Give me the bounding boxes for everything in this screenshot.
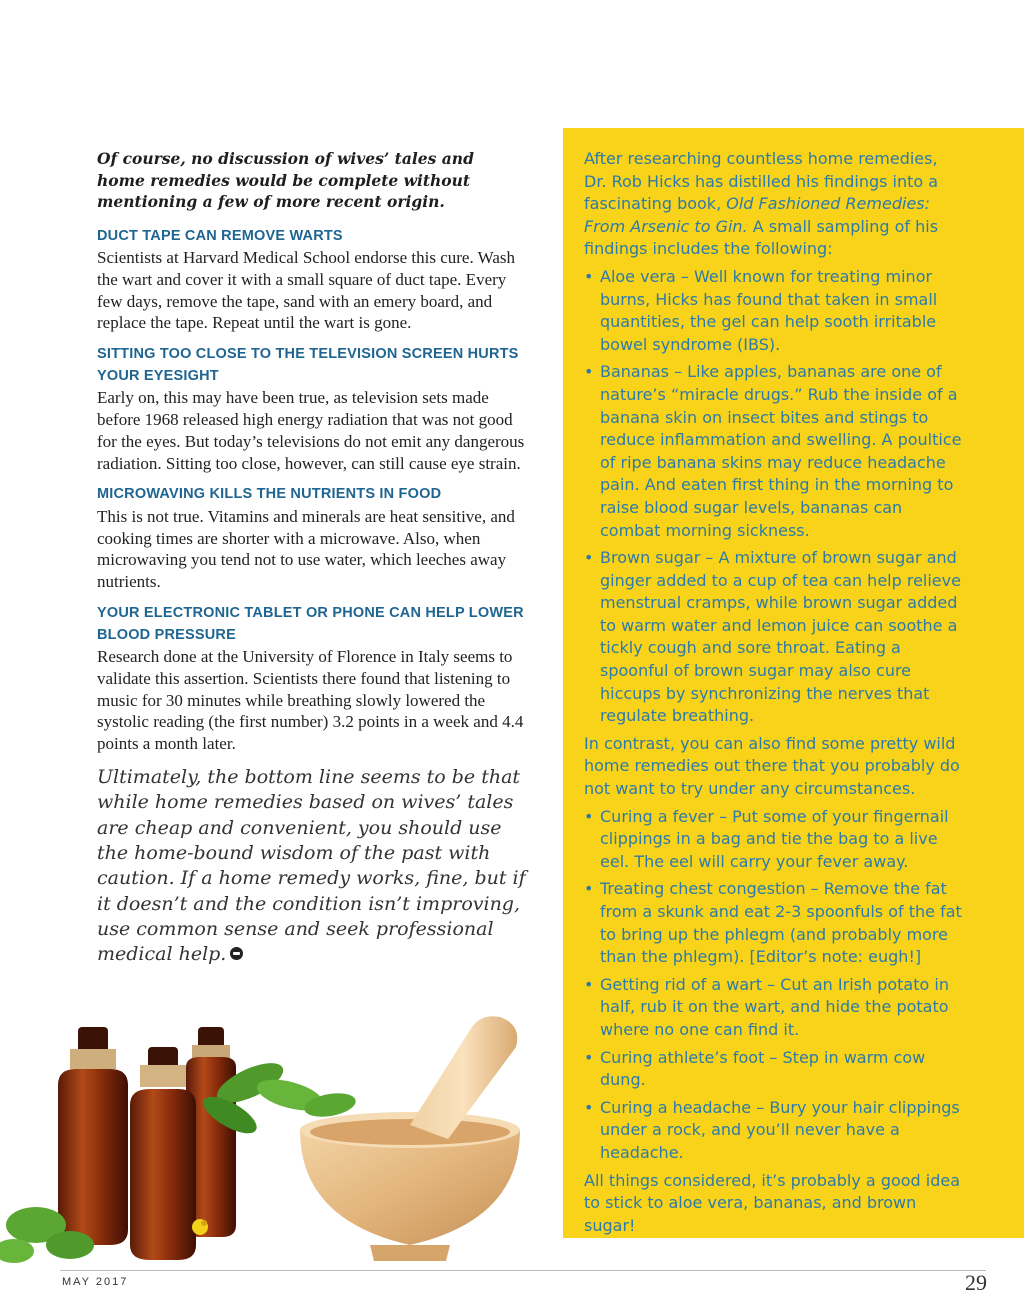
intro-paragraph: Of course, no discussion of wives’ tales and home remedies would be complete without mentioning a few of more recent origin. bbox=[97, 149, 474, 211]
bullet-icon: • bbox=[584, 1047, 594, 1067]
section-body-microwave: This is not true. Vitamins and minerals are heat sensitive, and cooking times are shorter with a microwave. Also, when microwaving you tend not to use water, which leeches away nutrients. bbox=[97, 506, 515, 592]
bullet-icon: • bbox=[584, 266, 594, 286]
list-item-text: Treating chest congestion – Remove the fat from a skunk and eat 2-3 spoonfuls of the fat to bring up the phlegm (and probably more than the phlegm). [Editor’s note: eugh!] bbox=[600, 879, 962, 967]
main-article-column bbox=[97, 148, 527, 967]
sidebar-intro-before: After researching countless home remedies, Dr. Rob Hicks has distilled his findings into a fascinating book, bbox=[584, 149, 939, 214]
closing-paragraph bbox=[97, 765, 527, 967]
list-item-text: Curing a headache – Bury your hair clippings under a rock, and you’ll never have a headache. bbox=[600, 1097, 960, 1162]
section-heading-microwave: MICROWAVING KILLS THE NUTRIENTS IN FOOD bbox=[97, 486, 442, 503]
list-item-text: Aloe vera – Well known for treating minor burns, Hicks has found that taken in small quantities, the gel can help sooth irritable bowel syndrome (IBS). bbox=[600, 266, 938, 354]
section-heading-tablet: YOUR ELECTRONIC TABLET OR PHONE CAN HELP LOWER BLOOD PRESSURE bbox=[97, 605, 524, 643]
book-title: Old Fashioned Remedies: From Arsenic to Gin. bbox=[584, 194, 931, 236]
list-item-text: Brown sugar – A mixture of brown sugar and ginger added to a cup of tea can help relieve menstrual cramps, while brown sugar added to warm water and lemon juice can soothe a tickly cough and sore throat. Eating a spoonful of brown sugar may also cure hiccups by synchronizing the nerves that regulate breathing. bbox=[600, 548, 961, 726]
section-body-duct-tape: Scientists at Harvard Medical School endorse this cure. Wash the wart and cover it with a small square of duct tape. Every few days, remove the tape, sand with an emery board, and replace the tape. Repeat until the wart is gone. bbox=[97, 248, 516, 333]
list-item bbox=[584, 1047, 964, 1092]
good-remedies-list bbox=[584, 266, 964, 728]
bullet-icon: • bbox=[584, 879, 594, 899]
list-item bbox=[584, 266, 964, 356]
footer-date: MAY 2017 bbox=[62, 1276, 129, 1288]
section-body-tablet: Research done at the University of Florence in Italy seems to validate this assertion. Scientists there found that listening to music for 30 minutes while breathing slowly lowered the systolic reading (the first number) 3.2 points in a week and 4.4 points a month later. bbox=[97, 647, 524, 754]
sidebar-intro bbox=[584, 148, 964, 261]
bullet-icon: • bbox=[584, 974, 594, 994]
list-item-text: Bananas – Like apples, bananas are one of nature’s “miracle drugs.” Rub the inside of a banana skin on insect bites and stings to reduce inflammation and swelling. A poultice of ripe banana skins may reduce headache pain. And eaten first thing in the morning to raise blood sugar levels, bananas can combat morning sickness. bbox=[600, 362, 962, 540]
sidebar-content bbox=[584, 148, 964, 1242]
wild-remedies-list bbox=[584, 806, 964, 1165]
bullet-icon: • bbox=[584, 362, 594, 382]
section-heading-duct-tape: DUCT TAPE CAN REMOVE WARTS bbox=[97, 227, 343, 244]
bottle-left bbox=[58, 1027, 128, 1245]
section-heading-television: SITTING TOO CLOSE TO THE TELEVISION SCREEN HURTS YOUR EYESIGHT bbox=[97, 346, 519, 384]
bullet-icon: • bbox=[584, 806, 594, 826]
mortar-bowl bbox=[300, 1112, 520, 1261]
sidebar-conclusion: All things considered, it’s probably a good idea to stick to aloe vera, bananas, and brown sugar! bbox=[584, 1170, 961, 1235]
sidebar-contrast: In contrast, you can also find some pretty wild home remedies out there that you probably do not want to try under any circumstances. bbox=[584, 733, 960, 799]
page-number: 29 bbox=[965, 1270, 987, 1295]
bullet-icon: • bbox=[584, 1097, 594, 1117]
list-item bbox=[584, 974, 964, 1042]
list-item bbox=[584, 1097, 964, 1165]
list-item-text: Getting rid of a wart – Cut an Irish potato in half, rub it on the wart, and hide the potato where no one can find it. bbox=[600, 974, 949, 1039]
list-item-text: Curing a fever – Put some of your fingernail clippings in a bag and tie the bag to a live eel. The eel will carry your fever away. bbox=[600, 806, 949, 871]
bullet-icon: • bbox=[584, 548, 594, 568]
section-body-television: Early on, this may have been true, as television sets made before 1968 released high energy radiation that was not good for the eyes. But today’s televisions do not emit any dangerous radiation. Sitting too close, however, can still cause eye strain. bbox=[97, 388, 525, 473]
list-item bbox=[584, 361, 964, 542]
end-mark-logo-icon bbox=[230, 947, 243, 960]
sidebar-box bbox=[563, 128, 1024, 1238]
list-item bbox=[584, 547, 964, 728]
footer-divider bbox=[60, 1270, 986, 1271]
list-item-text: Curing athlete’s foot – Step in warm cow dung. bbox=[600, 1047, 926, 1090]
list-item bbox=[584, 878, 964, 968]
closing-text: Ultimately, the bottom line seems to be that while home remedies based on wives’ tales are cheap and convenient, you should use the home-bound wisdom of the past with caution. If a home remedy works, fine, but if it doesn’t and the condition isn’t improving, use common sense and seek professional medical help. bbox=[97, 766, 526, 966]
remedies-photo bbox=[0, 1005, 560, 1265]
sidebar-intro-after: A small sampling of his findings includes the following: bbox=[584, 216, 939, 259]
list-item bbox=[584, 806, 964, 874]
